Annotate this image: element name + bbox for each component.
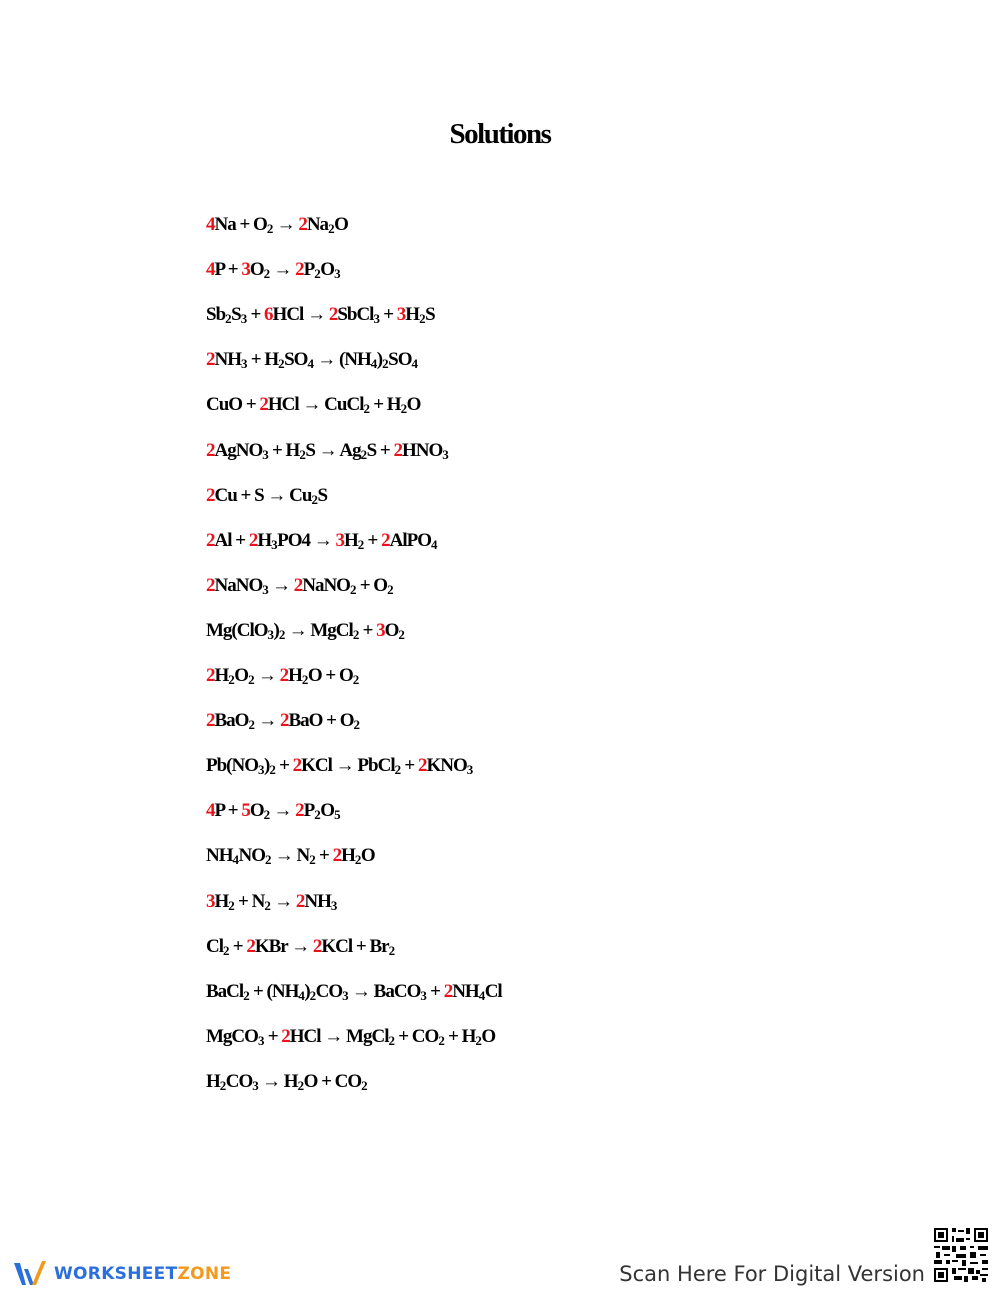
equation-row: [0, 1071, 700, 1105]
equation-row: [0, 394, 700, 428]
formula-text: + H: [268, 439, 300, 461]
formula-text: S: [231, 304, 241, 326]
formula-text: NO: [238, 845, 265, 867]
coefficient: 2: [293, 574, 303, 596]
formula-text: P: [303, 800, 315, 822]
formula-text: NaNO: [214, 574, 263, 596]
qr-code-icon[interactable]: [932, 1226, 990, 1284]
formula-text: Cu + S → Cu: [214, 484, 312, 506]
subscript: 2: [278, 356, 285, 372]
equation: [206, 440, 448, 462]
subscript: 2: [400, 401, 407, 417]
subscript: 4: [370, 356, 377, 372]
worksheetzone-logo-icon: [12, 1259, 48, 1289]
page-title: Solutions: [449, 118, 551, 150]
formula-text: Na + O: [214, 214, 267, 235]
formula-text: SO: [284, 349, 308, 371]
subscript: 5: [334, 807, 341, 823]
formula-text: Cl: [484, 980, 502, 1002]
coefficient: 2: [328, 304, 338, 326]
coefficient: 2: [281, 1025, 290, 1047]
subscript: 2: [357, 536, 364, 552]
subscript: 2: [419, 311, 426, 327]
coefficient: 2: [295, 890, 305, 912]
subscript: 2: [248, 672, 255, 687]
equation: [206, 665, 359, 687]
formula-text: P +: [214, 800, 242, 822]
formula-text: NH: [452, 980, 479, 1002]
equation-row: [0, 530, 700, 564]
coefficient: 4: [206, 259, 215, 281]
formula-text: NH: [206, 845, 233, 867]
formula-text: KCl + Br: [321, 935, 389, 957]
formula-text: Na: [306, 214, 329, 235]
coefficient: 2: [248, 529, 258, 551]
equation: [206, 981, 502, 1003]
formula-text: KCl → PbCl: [301, 755, 395, 777]
equation-row: [0, 575, 700, 609]
formula-text: Sb: [206, 304, 226, 326]
formula-text: HNO: [402, 439, 443, 461]
formula-text: BaO + O: [288, 710, 354, 732]
formula-text: +: [426, 980, 444, 1002]
subscript: 2: [219, 1077, 226, 1093]
equation: [206, 349, 417, 371]
formula-text: O: [406, 394, 421, 416]
formula-text: + O: [355, 574, 388, 596]
formula-text: H: [288, 665, 302, 686]
equation-row: [0, 1026, 700, 1060]
formula-text: +: [315, 845, 333, 867]
formula-text: H: [206, 1070, 220, 1092]
subscript: 3: [262, 581, 269, 597]
subscript: 2: [354, 852, 361, 868]
subscript: 2: [263, 807, 270, 823]
equation: [206, 845, 375, 867]
subscript: 3: [420, 987, 427, 1003]
equation: [206, 755, 473, 777]
formula-text: +: [263, 1025, 282, 1047]
formula-text: SO: [388, 349, 412, 371]
formula-text: H: [257, 529, 272, 551]
formula-text: CuO +: [206, 394, 260, 416]
equation-row: [0, 845, 700, 879]
subscript: 3: [240, 311, 247, 327]
formula-text: →: [254, 665, 280, 686]
coefficient: 5: [241, 800, 250, 822]
equation: [206, 530, 437, 552]
subscript: 2: [438, 1032, 445, 1048]
subscript: 2: [266, 221, 273, 236]
formula-text: S: [425, 304, 435, 326]
formula-text: H: [214, 890, 229, 912]
equation-row: [0, 710, 700, 744]
formula-text: +: [275, 755, 293, 777]
formula-text: ): [304, 980, 310, 1002]
coefficient: 2: [381, 529, 390, 551]
formula-text: +: [246, 304, 265, 326]
coefficient: 2: [312, 935, 322, 957]
formula-text: AlPO: [389, 529, 431, 551]
formula-text: O: [234, 665, 249, 686]
formula-text: →: [270, 890, 296, 912]
equation-row: [0, 755, 700, 789]
subscript: 2: [475, 1032, 482, 1048]
subscript: 2: [299, 446, 306, 462]
coefficient: 3: [396, 304, 406, 326]
subscript: 4: [431, 536, 437, 552]
equation: [206, 1026, 495, 1048]
subscript: 2: [352, 672, 359, 687]
formula-text: Pb(NO: [206, 755, 258, 777]
subscript: 3: [257, 1032, 264, 1048]
equation-row: [0, 304, 700, 338]
formula-text: O + CO: [303, 1070, 362, 1092]
coefficient: 2: [206, 439, 215, 461]
coefficient: 2: [332, 845, 342, 867]
subscript: 2: [309, 987, 316, 1003]
subscript: 2: [387, 581, 394, 597]
coefficient: 2: [279, 710, 289, 732]
formula-text: + N: [234, 890, 265, 912]
formula-text: S +: [366, 439, 394, 461]
subscript: 2: [225, 311, 232, 327]
equation: [206, 1071, 367, 1093]
subscript: 3: [373, 311, 380, 327]
subscript: 2: [314, 266, 321, 282]
formula-text: BaO: [214, 710, 249, 732]
formula-text: ): [273, 619, 279, 641]
subscript: 2: [398, 626, 405, 642]
equation-row: [0, 485, 700, 519]
coefficient: 2: [279, 665, 289, 686]
subscript: 2: [309, 852, 316, 868]
formula-text: S → Ag: [305, 439, 361, 461]
coefficient: 2: [206, 349, 215, 371]
subscript: 2: [311, 491, 318, 507]
formula-text: HCl →: [272, 304, 329, 326]
coefficient: 3: [206, 890, 215, 912]
coefficient: 2: [295, 259, 304, 281]
subscript: 2: [228, 672, 235, 687]
formula-text: → BaCO: [348, 980, 421, 1002]
equation-row: [0, 259, 700, 293]
subscript: 2: [248, 717, 255, 733]
equation-row: [0, 620, 700, 654]
equation-row: [0, 800, 700, 834]
coefficient: 2: [246, 935, 255, 957]
subscript: 4: [232, 852, 239, 868]
formula-text: H: [341, 845, 355, 867]
coefficient: 2: [292, 755, 302, 777]
equation-row: [0, 981, 700, 1015]
equation: [206, 891, 337, 913]
formula-text: + H: [444, 1025, 476, 1047]
scan-text: Scan Here For Digital Version: [619, 1262, 925, 1286]
coefficient: 2: [298, 214, 307, 235]
formula-text: +: [229, 935, 247, 957]
formula-text: AgNO: [214, 439, 263, 461]
formula-text: S: [317, 484, 328, 506]
formula-text: NaNO: [302, 574, 350, 596]
coefficient: 3: [376, 619, 385, 641]
formula-text: Al +: [214, 529, 249, 551]
coefficient: 3: [335, 529, 344, 551]
formula-text: ): [376, 349, 383, 371]
subscript: 2: [263, 266, 270, 282]
formula-text: → H: [258, 1070, 298, 1092]
equation: [206, 620, 404, 642]
equation: [206, 936, 395, 958]
formula-text: →: [254, 710, 280, 732]
formula-text: Cl: [206, 935, 223, 957]
subscript: 4: [298, 987, 305, 1003]
formula-text: Mg(ClO: [206, 619, 268, 641]
subscript: 2: [265, 852, 271, 868]
formula-text: +: [363, 529, 382, 551]
equation-row: [0, 665, 700, 699]
coefficient: 2: [295, 800, 304, 822]
equation: [206, 304, 435, 326]
coefficient: 3: [241, 259, 250, 281]
subscript: 2: [353, 717, 360, 733]
subscript: 4: [478, 987, 485, 1003]
subscript: 2: [297, 1077, 304, 1093]
subscript: 3: [258, 762, 264, 778]
subscript: 2: [314, 807, 321, 823]
formula-text: CO: [225, 1070, 253, 1092]
formula-text: + H: [247, 349, 279, 371]
subscript: 2: [328, 221, 335, 236]
logo-worksheet: WORKSHEET: [54, 1264, 178, 1284]
subscript: 2: [243, 987, 250, 1003]
formula-text: O: [384, 619, 399, 641]
formula-text: NH: [304, 890, 331, 912]
coefficient: 4: [206, 214, 215, 235]
subscript: 3: [271, 536, 278, 552]
formula-text: + CO: [394, 1025, 439, 1047]
formula-text: → (NH: [313, 349, 371, 371]
formula-text: O + O: [307, 665, 353, 686]
subscript: 2: [223, 942, 229, 958]
subscript: 2: [388, 942, 395, 958]
coefficient: 2: [393, 439, 402, 461]
formula-text: +: [358, 619, 377, 641]
formula-text: PO4 →: [277, 529, 336, 551]
subscript: 2: [382, 356, 389, 372]
formula-text: +: [379, 304, 397, 326]
formula-text: → MgCl: [284, 619, 353, 641]
formula-text: + (NH: [249, 980, 299, 1002]
formula-text: MgCO: [206, 1025, 258, 1047]
subscript: 3: [262, 446, 269, 462]
equation: [206, 800, 340, 822]
formula-text: SbCl: [337, 304, 374, 326]
coefficient: 2: [259, 394, 268, 416]
formula-text: ): [264, 755, 270, 777]
formula-text: KNO: [426, 755, 467, 777]
subscript: 2: [352, 626, 359, 642]
subscript: 2: [361, 1077, 368, 1093]
subscript: 3: [466, 762, 473, 778]
equation-row: [0, 214, 700, 248]
formula-text: + H: [369, 394, 401, 416]
formula-text: →: [269, 259, 296, 281]
equation: [206, 259, 340, 281]
subscript: 3: [334, 266, 341, 282]
equation-row: [0, 891, 700, 925]
coefficient: 2: [206, 529, 215, 551]
formula-text: O: [249, 800, 264, 822]
formula-text: H: [344, 529, 358, 551]
coefficient: 2: [206, 710, 215, 732]
equation: [206, 214, 348, 236]
subscript: 2: [228, 897, 235, 913]
formula-text: NH: [214, 349, 241, 371]
subscript: 4: [411, 356, 418, 372]
formula-text: HCl → CuCl: [267, 394, 364, 416]
formula-text: H: [405, 304, 420, 326]
formula-text: H: [214, 665, 229, 686]
formula-text: CO: [315, 980, 343, 1002]
formula-text: → N: [271, 845, 310, 867]
equation: [206, 394, 420, 416]
worksheetzone-logo[interactable]: [12, 1257, 231, 1291]
formula-text: P: [303, 259, 315, 281]
coefficient: 4: [206, 800, 215, 822]
formula-text: O: [320, 800, 335, 822]
formula-text: P +: [214, 259, 242, 281]
subscript: 4: [307, 356, 314, 372]
coefficient: 2: [206, 665, 215, 686]
subscript: 2: [301, 672, 308, 687]
formula-text: O: [481, 1025, 496, 1047]
subscript: 3: [252, 1077, 259, 1093]
formula-text: →: [272, 214, 299, 235]
subscript: 3: [342, 987, 349, 1003]
coefficient: 2: [206, 484, 215, 506]
subscript: 3: [241, 356, 247, 372]
formula-text: +: [400, 755, 418, 777]
formula-text: O: [320, 259, 335, 281]
subscript: 2: [269, 762, 276, 778]
formula-text: BaCl: [206, 980, 244, 1002]
equation-row: [0, 349, 700, 383]
formula-text: O: [334, 214, 348, 235]
formula-text: →: [268, 574, 294, 596]
equation: [206, 710, 360, 732]
formula-text: O: [360, 845, 375, 867]
formula-text: O: [249, 259, 264, 281]
equation-row: [0, 440, 700, 474]
subscript: 2: [388, 1032, 395, 1048]
subscript: 2: [394, 762, 401, 778]
logo-zone: ZONE: [177, 1264, 232, 1284]
subscript: 2: [264, 897, 271, 913]
subscript: 2: [349, 581, 356, 597]
subscript: 2: [278, 626, 285, 642]
subscript: 2: [360, 446, 367, 462]
formula-text: →: [269, 800, 296, 822]
coefficient: 6: [264, 304, 273, 326]
subscript: 3: [330, 897, 337, 913]
formula-text: KBr →: [254, 935, 313, 957]
subscript: 3: [442, 446, 449, 462]
subscript: 2: [363, 401, 370, 417]
logo-text: [54, 1264, 231, 1284]
equation-row: [0, 936, 700, 970]
coefficient: 2: [206, 574, 215, 596]
subscript: 3: [267, 626, 274, 642]
coefficient: 2: [417, 755, 427, 777]
equation: [206, 485, 327, 507]
formula-text: HCl → MgCl: [289, 1025, 389, 1047]
equation: [206, 575, 393, 597]
coefficient: 2: [443, 980, 453, 1002]
